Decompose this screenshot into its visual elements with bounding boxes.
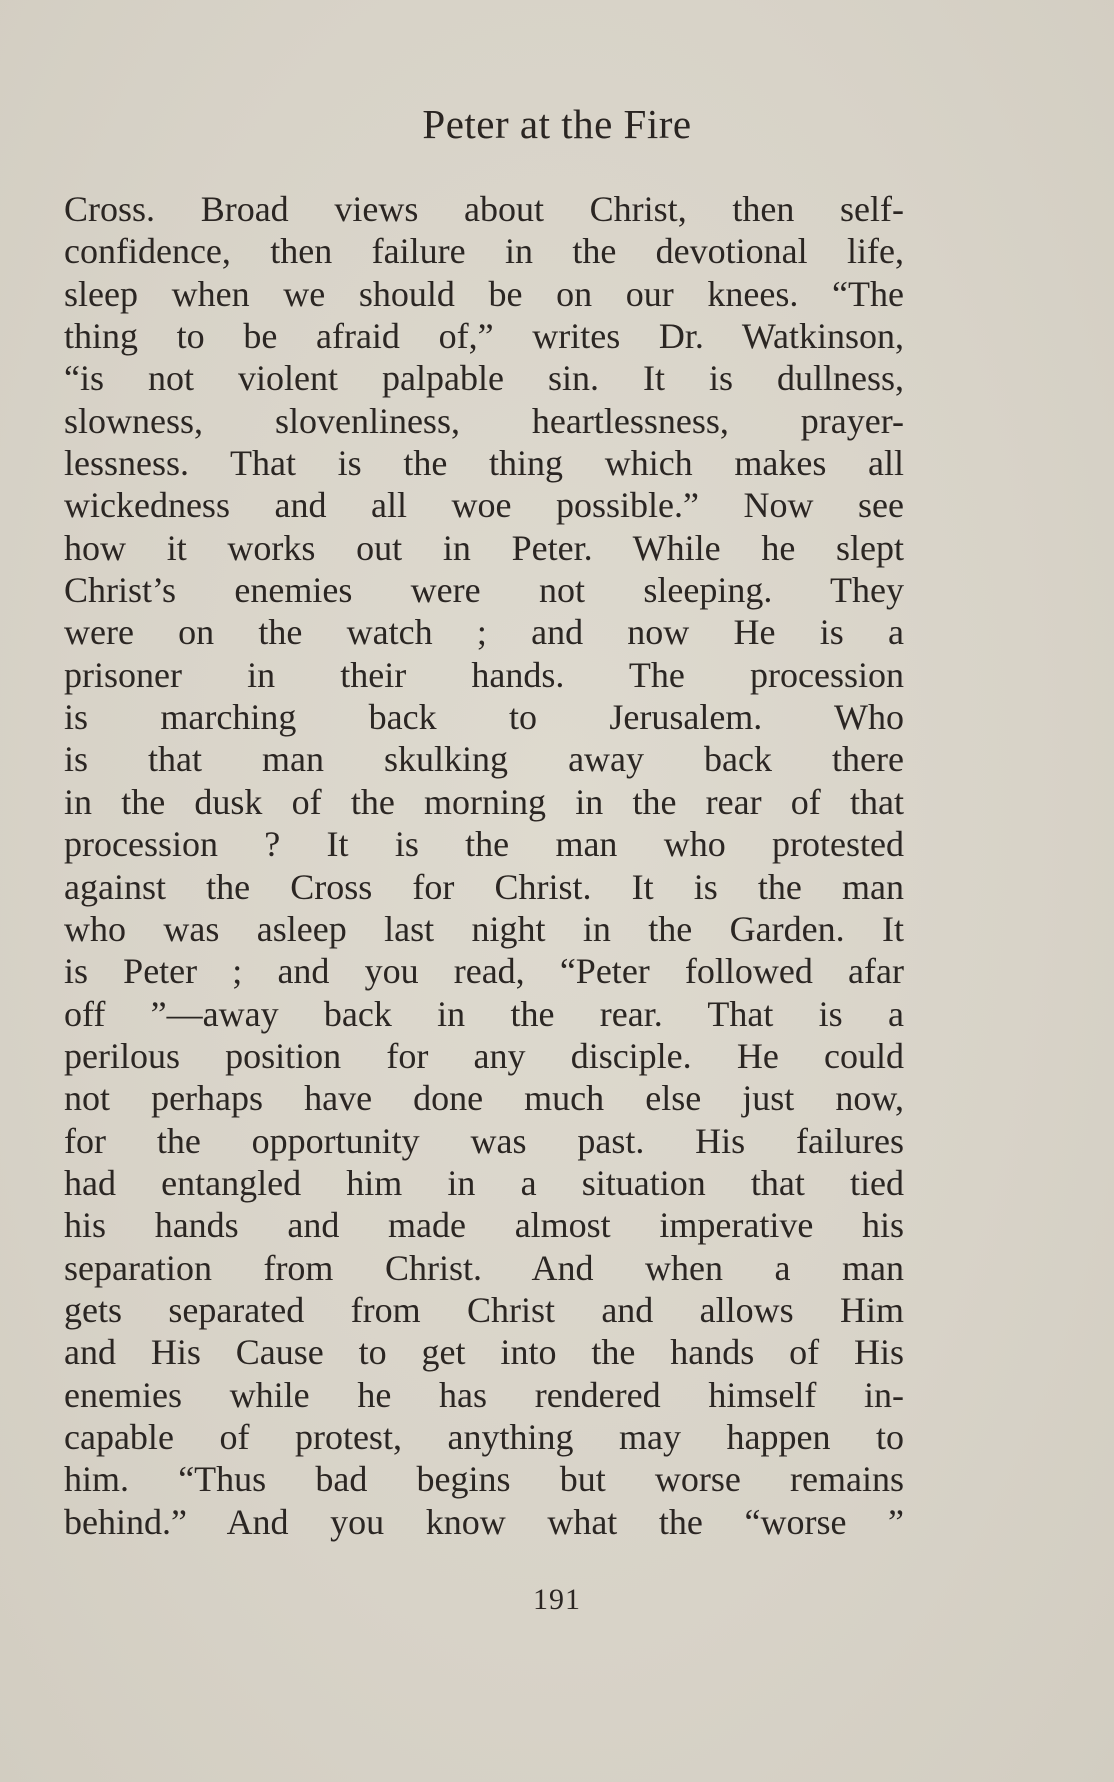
text-line: had entangled him in a situation that tied <box>64 1162 904 1203</box>
text-line: gets separated from Christ and allows Him <box>64 1289 904 1330</box>
text-line: prisoner in their hands. The procession <box>64 654 904 695</box>
text-line: behind.” And you know what the “worse ” <box>64 1501 904 1542</box>
text-line: is that man skulking away back there <box>64 739 904 780</box>
text-line: not perhaps have done much else just now, <box>64 1078 904 1119</box>
text-line: were on the watch ; and now He is a <box>64 612 904 653</box>
text-line: and His Cause to get into the hands of His <box>64 1332 904 1373</box>
text-line: in the dusk of the morning in the rear of that <box>64 781 904 822</box>
text-line: is marching back to Jerusalem. Who <box>64 697 904 738</box>
text-line: for the opportunity was past. His failures <box>64 1120 904 1161</box>
text-line: Cross. Broad views about Christ, then self- <box>64 189 904 229</box>
text-line: lessness. That is the thing which makes all <box>64 443 904 484</box>
text-line: slowness, slovenliness, heartlessness, prayer- <box>64 400 904 441</box>
text-line: separation from Christ. And when a man <box>64 1247 904 1288</box>
text-line: off ”—away back in the rear. That is a <box>64 993 904 1034</box>
text-line: capable of protest, anything may happen to <box>64 1416 904 1457</box>
text-line: procession ? It is the man who protested <box>64 824 904 865</box>
text-line: who was asleep last night in the Garden. It <box>64 908 904 949</box>
text-line: confidence, then failure in the devotional life, <box>64 231 904 272</box>
text-line: is Peter ; and you read, “Peter followed afar <box>64 951 904 992</box>
text-line: how it works out in Peter. While he slept <box>64 527 904 568</box>
text-line: his hands and made almost imperative his <box>64 1205 904 1246</box>
page-number: 191 <box>533 1583 581 1616</box>
body-text <box>64 188 904 1543</box>
running-head: Peter at the Fire <box>422 101 692 147</box>
text-line: enemies while he has rendered himself in- <box>64 1374 904 1415</box>
text-line: sleep when we should be on our knees. “The <box>64 273 904 314</box>
text-line: Christ’s enemies were not sleeping. They <box>64 570 904 611</box>
text-line: thing to be afraid of,” writes Dr. Watkinson, <box>64 316 904 357</box>
text-line: him. “Thus bad begins but worse remains <box>64 1459 904 1500</box>
text-line: perilous position for any disciple. He could <box>64 1035 904 1076</box>
text-line: wickedness and all woe possible.” Now see <box>64 485 904 526</box>
text-line: “is not violent palpable sin. It is dullness, <box>64 358 904 399</box>
text-line: against the Cross for Christ. It is the man <box>64 866 904 907</box>
